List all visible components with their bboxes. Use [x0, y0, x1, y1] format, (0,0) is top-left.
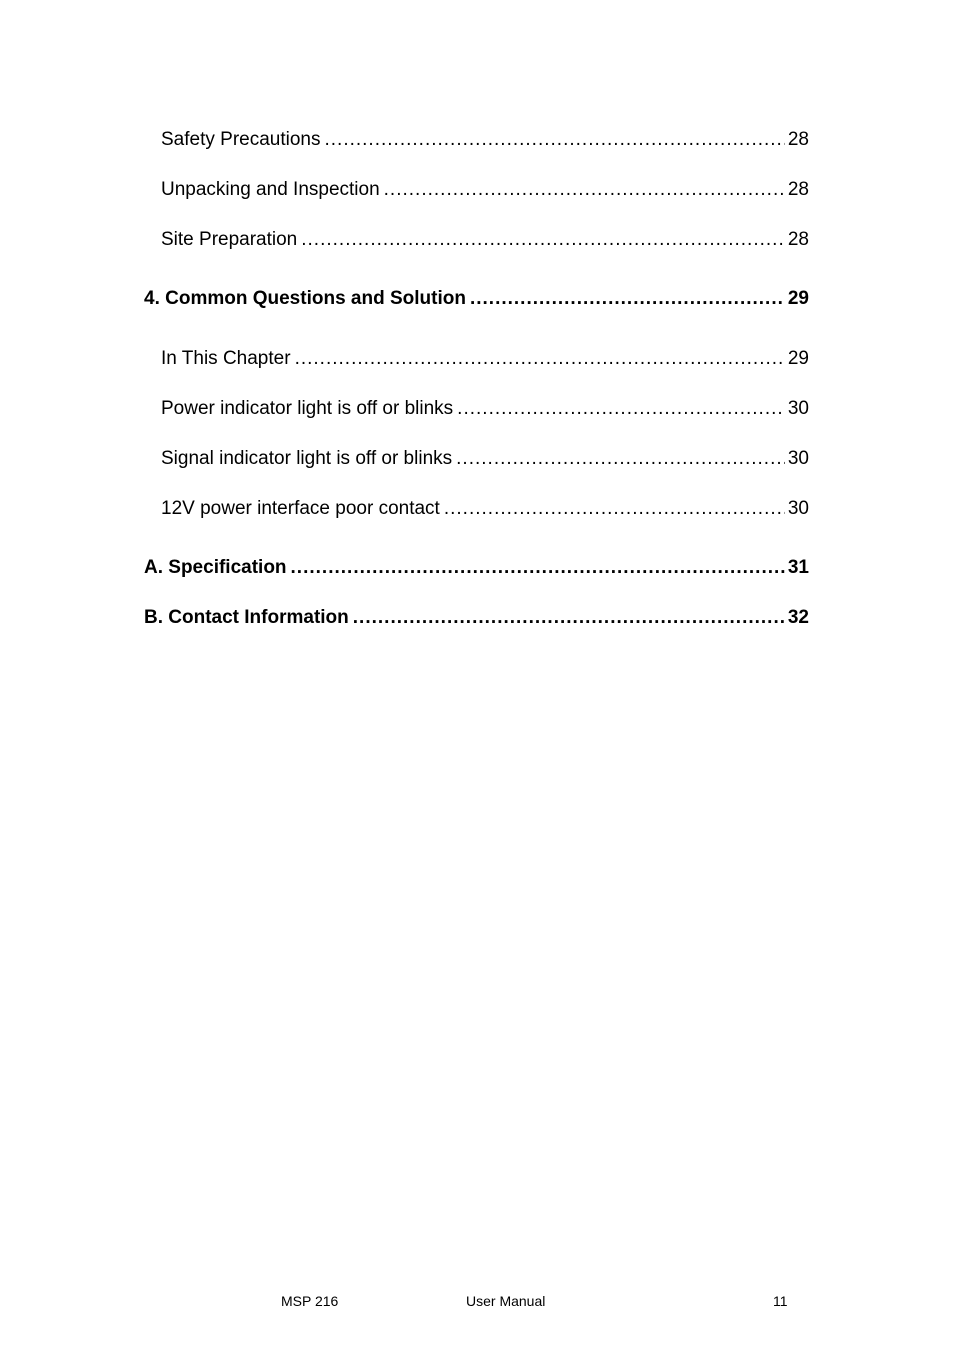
toc-entry-page: 32 — [787, 607, 809, 628]
toc-entry-title: Power indicator light is off or blinks — [161, 398, 454, 419]
toc-dot-leader — [301, 228, 785, 252]
toc-entry-12v-power-interface[interactable] — [161, 497, 809, 521]
toc-entry-unpacking-and-inspection[interactable] — [161, 178, 809, 202]
toc-entry-title: B. Contact Information — [144, 607, 349, 628]
toc-entry-title: Unpacking and Inspection — [161, 179, 380, 200]
toc-entry-page: 30 — [787, 398, 809, 419]
toc-chapter-specification[interactable] — [144, 556, 809, 580]
toc-chapter-common-questions[interactable] — [144, 287, 809, 311]
toc-entry-safety-precautions[interactable] — [161, 128, 809, 152]
toc-entry-power-indicator[interactable] — [161, 397, 809, 421]
toc-entry-title: In This Chapter — [161, 348, 291, 369]
toc-dot-leader — [470, 287, 785, 311]
footer-product-name: MSP 216 — [281, 1293, 339, 1309]
toc-entry-in-this-chapter[interactable] — [161, 347, 809, 371]
toc-dot-leader — [456, 447, 785, 471]
toc-dot-leader — [295, 347, 785, 371]
toc-entry-page: 28 — [787, 129, 809, 150]
toc-entry-page: 30 — [787, 448, 809, 469]
footer-page-number: 11 — [773, 1293, 788, 1309]
toc-entry-title: Signal indicator light is off or blinks — [161, 448, 453, 469]
toc-entry-title: 12V power interface poor contact — [161, 498, 440, 519]
toc-entry-page: 31 — [787, 557, 809, 578]
toc-entry-title: A. Specification — [144, 557, 287, 578]
toc-entry-signal-indicator[interactable] — [161, 447, 809, 471]
toc-entry-site-preparation[interactable] — [161, 228, 809, 252]
toc-entry-title: 4. Common Questions and Solution — [144, 288, 466, 309]
toc-dot-leader — [384, 178, 785, 202]
toc-dot-leader — [291, 556, 785, 580]
toc-dot-leader — [444, 497, 785, 521]
footer-document-title: User Manual — [466, 1293, 546, 1309]
toc-entry-title: Safety Precautions — [161, 129, 321, 150]
toc-dot-leader — [324, 128, 784, 152]
toc-dot-leader — [353, 606, 785, 630]
toc-dot-leader — [457, 397, 785, 421]
toc-entry-page: 29 — [787, 348, 809, 369]
toc-entry-page: 30 — [787, 498, 809, 519]
toc-chapter-contact-information[interactable] — [144, 606, 809, 630]
toc-entry-page: 28 — [787, 229, 809, 250]
toc-entry-page: 28 — [787, 179, 809, 200]
toc-entry-title: Site Preparation — [161, 229, 298, 250]
toc-entry-page: 29 — [787, 288, 809, 309]
